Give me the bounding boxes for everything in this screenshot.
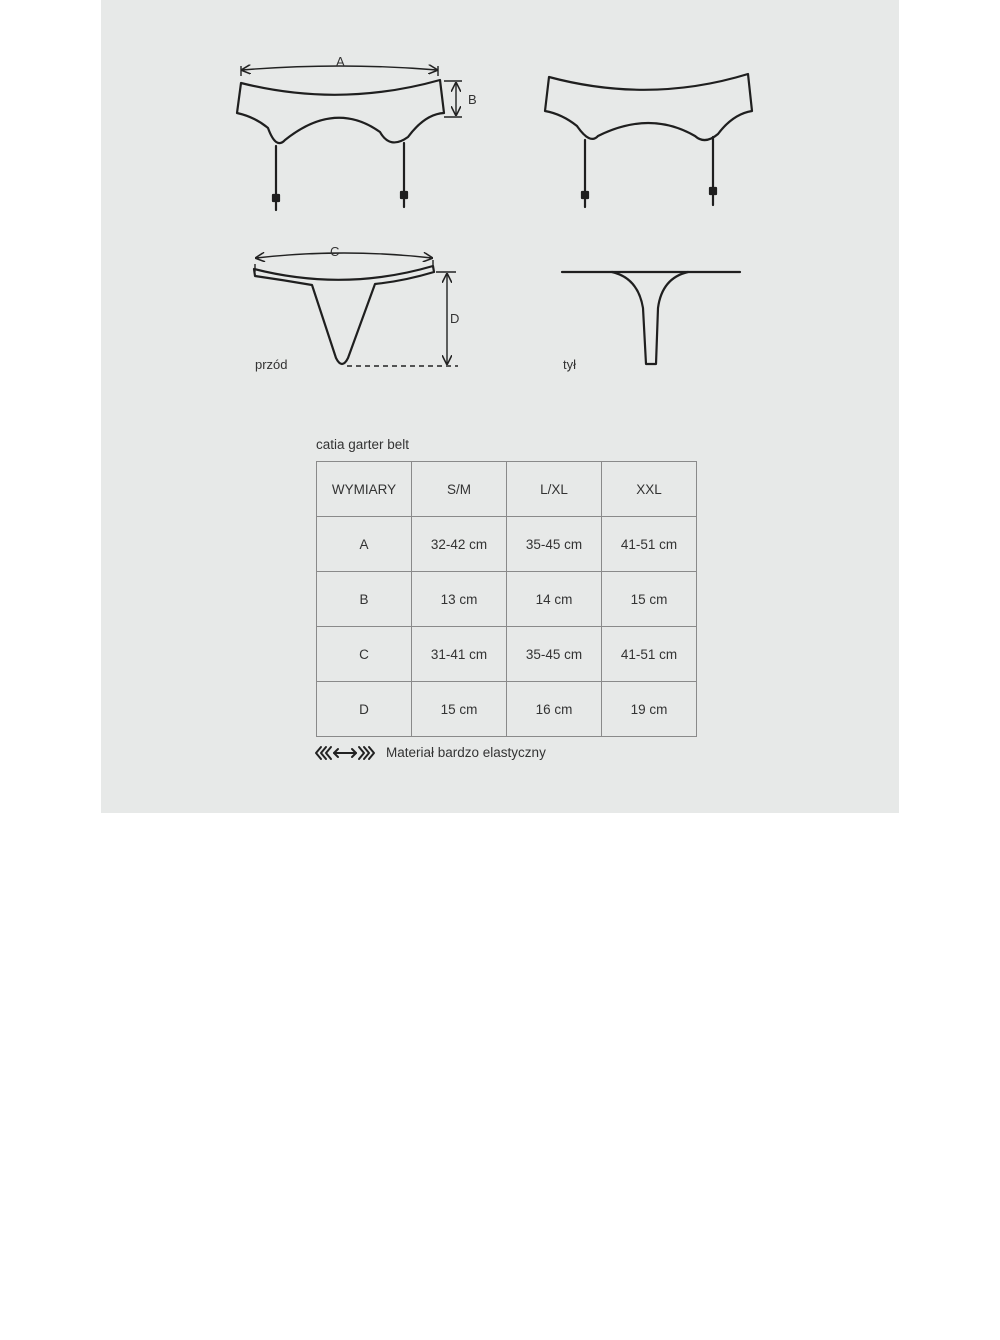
table-cell: 32-42 cm: [412, 517, 507, 572]
header-cell: L/XL: [507, 462, 602, 517]
garter-belt-front: [237, 80, 444, 210]
header-cell: XXL: [602, 462, 697, 517]
table-row: [317, 572, 697, 627]
table-cell: 35-45 cm: [507, 627, 602, 682]
dimension-c-arrow: [255, 253, 433, 272]
table-title: catia garter belt: [316, 437, 410, 452]
table-cell: D: [317, 682, 412, 737]
size-table: [316, 461, 697, 737]
stretch-arrows-icon: [314, 744, 376, 762]
table-cell: 14 cm: [507, 572, 602, 627]
table-cell: 19 cm: [602, 682, 697, 737]
front-view-label: przód: [255, 357, 288, 372]
label-b: B: [468, 92, 477, 107]
thong-front: [254, 266, 434, 364]
header-cell: S/M: [412, 462, 507, 517]
table-cell: B: [317, 572, 412, 627]
legend-text: Materiał bardzo elastyczny: [386, 745, 546, 760]
table-cell: A: [317, 517, 412, 572]
table-cell: C: [317, 627, 412, 682]
table-cell: 15 cm: [602, 572, 697, 627]
table-row: [317, 682, 697, 737]
table-header-row: [317, 462, 697, 517]
label-c: C: [330, 244, 340, 259]
label-d: D: [450, 311, 460, 326]
table-row: [317, 517, 697, 572]
label-a: A: [336, 54, 345, 69]
back-view-label: tył: [563, 357, 576, 372]
garter-belt-back: [545, 74, 752, 207]
table-cell: 41-51 cm: [602, 627, 697, 682]
dimension-b-arrow: [444, 81, 462, 117]
table-cell: 35-45 cm: [507, 517, 602, 572]
table-cell: 13 cm: [412, 572, 507, 627]
dimension-d-arrow: [347, 272, 458, 366]
table-row: [317, 627, 697, 682]
table-cell: 41-51 cm: [602, 517, 697, 572]
table-cell: 31-41 cm: [412, 627, 507, 682]
table-cell: 16 cm: [507, 682, 602, 737]
thong-back: [562, 272, 740, 364]
header-cell: WYMIARY: [317, 462, 412, 517]
table-cell: 15 cm: [412, 682, 507, 737]
